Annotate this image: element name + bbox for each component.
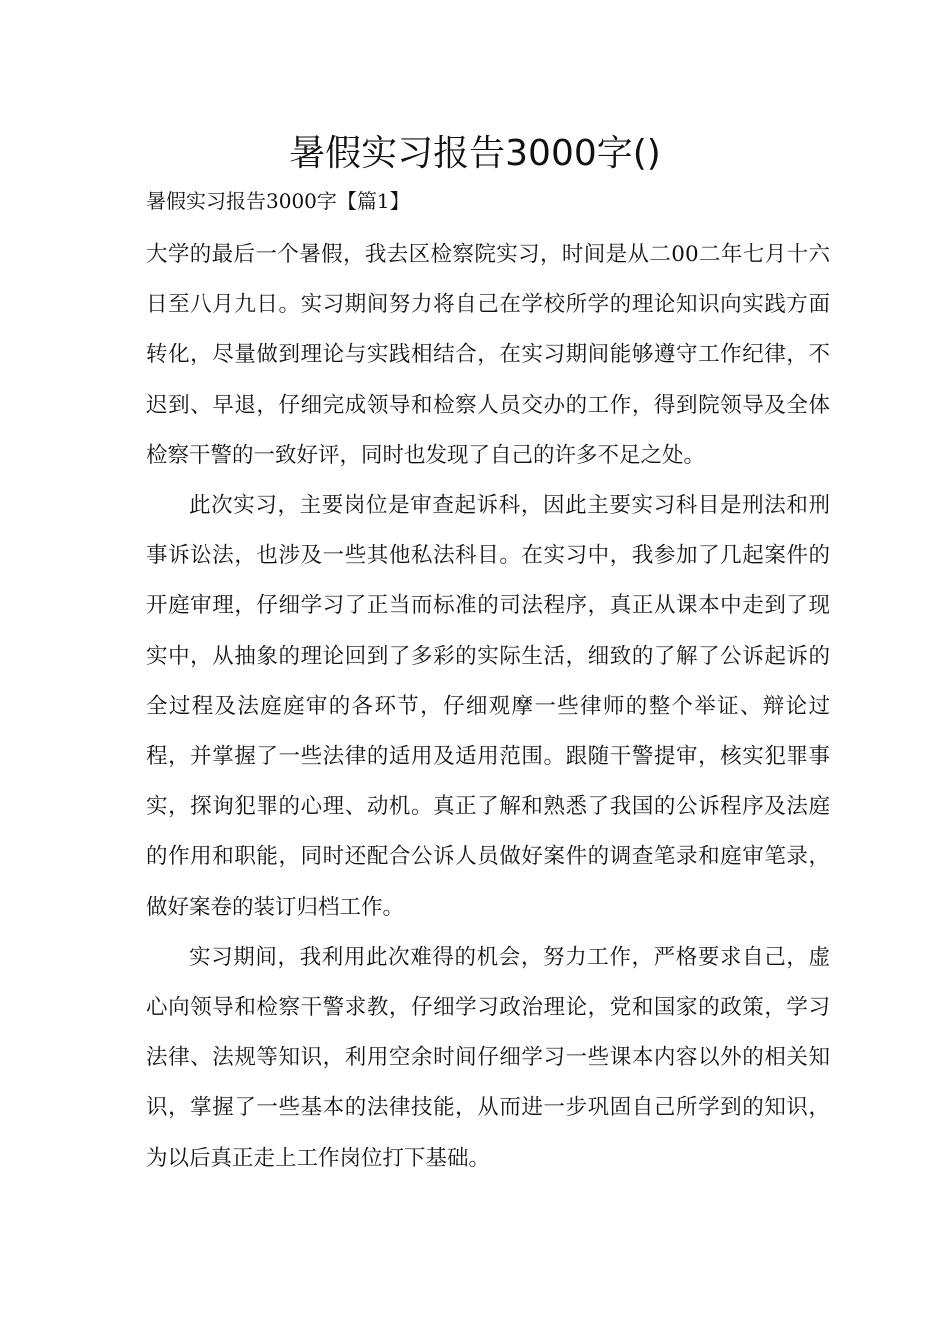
paragraph-2: 此次实习，主要岗位是审查起诉科，因此主要实习科目是刑法和刑事诉讼法，也涉及一些其他私法科目。在实习中，我参加了几起案件的开庭审理，仔细学习了正当而标准的司法程序，真正从课本中走到了现实中，从抽象的理论回到了多彩的实际生活，细致的了解了公诉起诉的全过程及法庭庭审的各环节，仔细观摩一些律师的整个举证、辩论过程，并掌握了一些法律的适用及适用范围。跟随干警提审，核实犯罪事实，探询犯罪的心理、动机。真正了解和熟悉了我国的公诉程序及法庭的作用和职能，同时还配合公诉人员做好案件的调查笔录和庭审笔录，做好案卷的装订归档工作。 [146,493,830,920]
document-body [146,230,830,1184]
paragraph-3: 实习期间，我利用此次难得的机会，努力工作，严格要求自己，虚心向领导和检察干警求教，仔细学习政治理论，党和国家的政策，学习法律、法规等知识，利用空余时间仔细学习一些课本内容以外的相关知识，掌握了一些基本的法律技能，从而进一步巩固自己所学到的知识，为以后真正走上工作岗位打下基础。 [146,944,830,1171]
document-title: 暑假实习报告3000字() [289,133,661,174]
paragraph-1: 大学的最后一个暑假，我去区检察院实习，时间是从二00二年七月十六日至八月九日。实习期间努力将自己在学校所学的理论知识向实践方面转化，尽量做到理论与实践相结合，在实习期间能够遵守工作纪律，不迟到、早退，仔细完成领导和检察人员交办的工作，得到院领导及全体检察干警的一致好评，同时也发现了自己的许多不足之处。 [146,242,830,468]
section-heading: 暑假实习报告3000字【篇1】 [146,189,410,213]
